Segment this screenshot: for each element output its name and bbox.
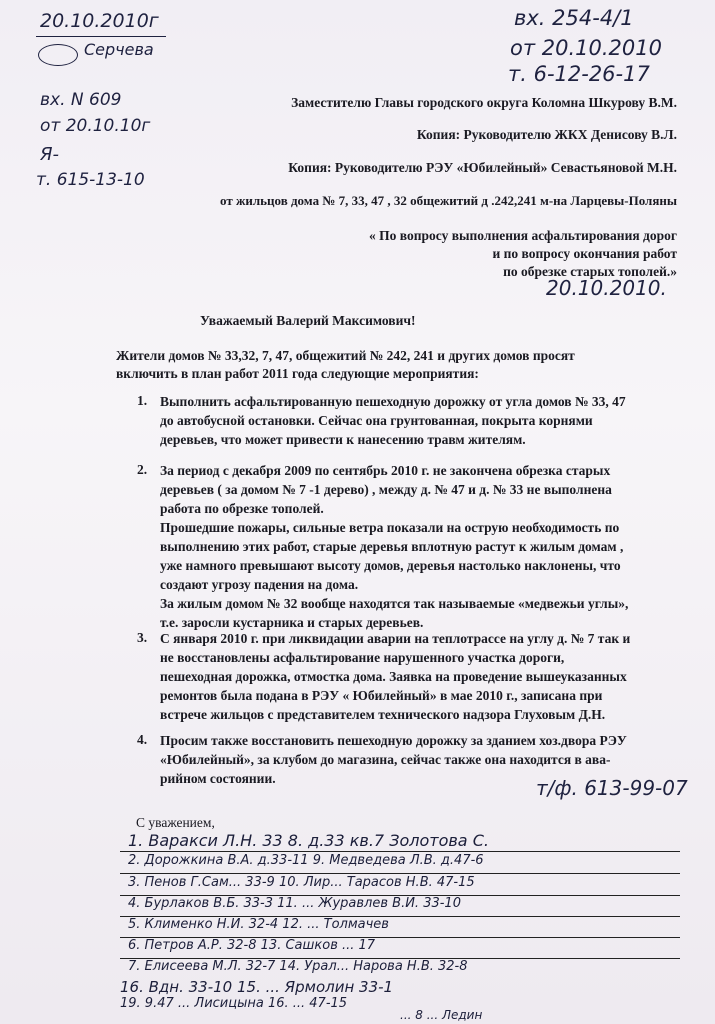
hw-circled-mark [38,44,78,66]
hw-resolution-mark: Я- [40,144,60,165]
hw-signature-note: Серчева [84,40,154,59]
hw-phone-left: т. 615-13-10 [36,170,145,190]
item-2-text: За период с декабря 2009 по сентябрь 2010 г. не закончена обрезка старых деревьев ( за домом № 7 -1 дерево) , между д. № 47 и д. № 33 не выполнена работа по обрезке тополей. Прошедшие пожары, сильные ветра показали на острую необходимость по выполнению этих работ, старые деревья вплотную растут к жилым домам , уже намного превышают высоту домов, деревья настолько наклонены, что создают угрозу падения на дома. За жилым домом № 32 вообще находятся так называемые «медвежьи углы», т.е. заросли кустарника и старых деревьев. [160,463,629,630]
signature-entry: 1. Варакси Л.Н. 33 8. д.33 кв.7 Золотова С. [128,831,489,850]
subject-line: по обрезке старых тополей.» [503,264,677,279]
hw-date-top-left: 20.10.2010г [40,10,159,32]
hw-reg-number-left: вх. N 609 [40,90,122,110]
item-number: 3. [137,630,148,645]
signature-rule [120,873,680,874]
signature-entry: 6. Петров А.Р. 32-8 13. Сашков ... 17 [128,938,376,953]
signature-entry: ... 8 ... Ледин [400,1008,483,1022]
hw-reg-number-right: вх. 254-4/1 [514,6,634,30]
hw-underline [36,36,166,37]
addressee-line: Заместителю Главы городского округа Коломна Шкурову В.М. [291,95,677,110]
subject-line: « По вопросу выполнения асфальтирования дорог [369,228,677,243]
item-3-text: С января 2010 г. при ликвидации аварии на теплотрассе на углу д. № 7 так и не восстановлены асфальтирование нарушенного участка дороги, пешеходная дорожка, отмостка дома. Заявка на проведение вышеуказанных ремонтов была подана в РЭУ « Юбилейный» в мае 2010 г., записана при встрече жильцов с представителем технического надзора Глуховым Д.Н. [160,631,631,722]
addressee-line: Копия: Руководителю ЖКХ Денисову В.Л. [416,127,677,142]
sender-line: от жильцов дома № 7, 33, 47 , 32 общежитий д .242,241 м-на Ларцевы-Поляны [219,193,677,208]
signature-entry: 4. Бурлаков В.Б. 33-3 11. ... Журавлев В.И. 33-10 [128,896,461,911]
closing: С уважением, [136,815,215,830]
greeting: Уважаемый Валерий Максимович! [200,313,416,328]
hw-reg-date-right: от 20.10.2010 [510,36,662,60]
subject-line: и по вопросу окончания работ [492,246,677,261]
addressee-line: Копия: Руководителю РЭУ «Юбилейный» Севастьяновой М.Н. [288,160,677,175]
signature-entry: 2. Дорожкина В.А. д.33-11 9. Медведева Л.В. д.47-6 [128,853,484,868]
hw-reg-date-left: от 20.10.10г [40,116,151,136]
signature-entry: 5. Клименко Н.И. 32-4 12. ... Толмачев [128,917,389,932]
item-number: 1. [137,393,148,408]
item-1-text: Выполнить асфальтированную пешеходную дорожку от угла домов № 33, 47 до автобусной остановки. Сейчас она грунтованная, покрыта корнями деревьев, что может привести к нанесению травм жителям. [160,394,626,447]
signature-entry: 16. Вдн. 33-10 15. ... Ярмолин 33-1 [120,978,394,996]
signature-entry: 19. 9.47 ... Лисицына 16. ... 47-15 [120,996,348,1011]
signature-rule [120,851,680,852]
intro-line: включить в план работ 2011 года следующие мероприятия: [116,366,479,381]
hw-phone-note: т/ф. 613-99-07 [536,776,688,800]
signature-entry: 7. Елисеева М.Л. 32-7 14. Урал... Нарова Н.В. 32-8 [128,959,468,974]
item-4-text: Просим также восстановить пешеходную дорожку за зданием хоз.двора РЭУ «Юбилейный», за клубом до магазина, сейчас также она находится в ава- рийном состоянии. [160,733,627,786]
item-number: 2. [137,462,148,477]
hw-phone-right: т. 6-12-26-17 [508,62,650,86]
hw-subject-date: 20.10.2010. [546,276,667,300]
signature-entry: 3. Пенов Г.Сам... 33-9 10. Лир... Тарасов Н.В. 47-15 [128,875,475,890]
intro-line: Жители домов № 33,32, 7, 47, общежитий № 242, 241 и других домов просят [116,348,575,363]
item-number: 4. [137,732,148,747]
